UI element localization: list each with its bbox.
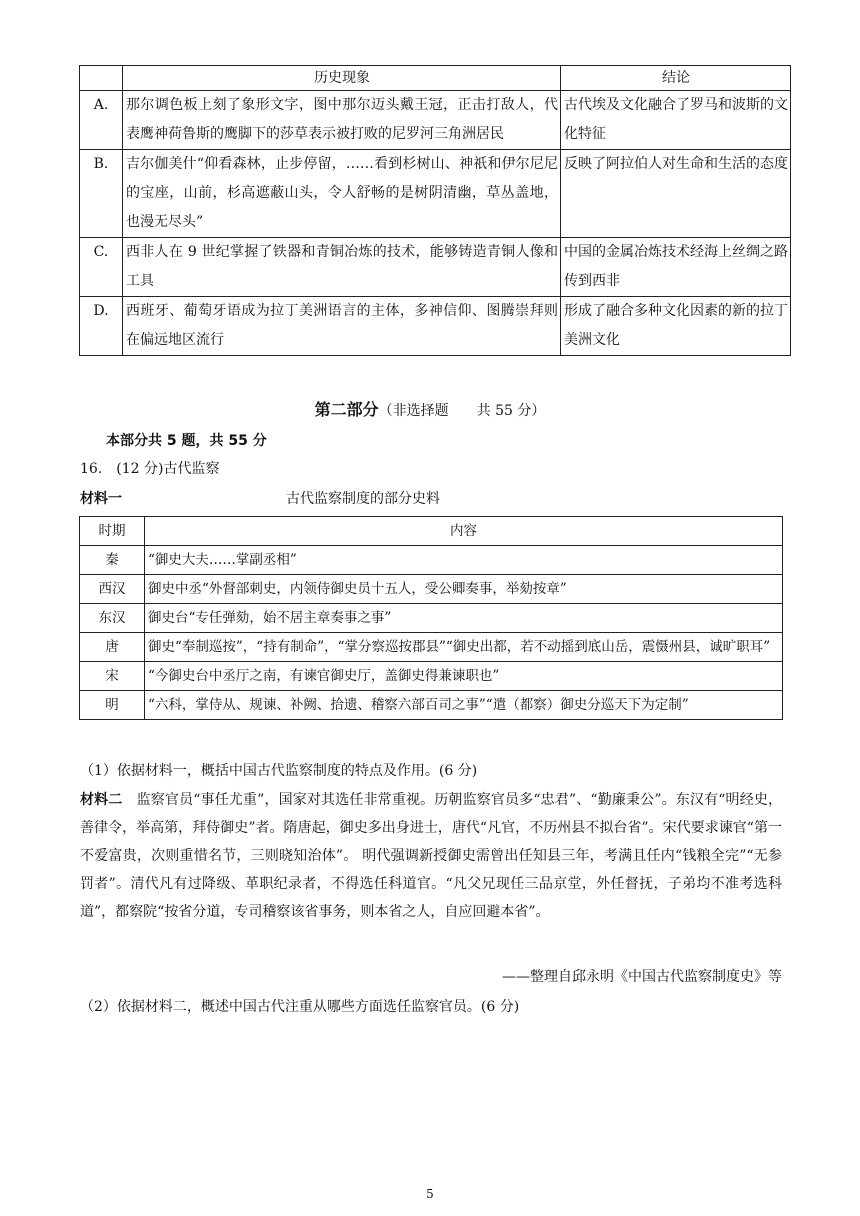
material-two-paragraph <box>80 786 782 926</box>
question-header: 16. (12 分)古代监察 <box>80 461 220 477</box>
period-cell: 东汉 <box>80 604 145 633</box>
table-row <box>80 297 791 356</box>
material-two-label: 材料二 <box>80 792 123 808</box>
table-row <box>80 662 783 691</box>
content-cell: “六科，掌侍从、规谏、补阙、拾遗、稽察六部百司之事”“遣（都察）御史分巡天下为定制” <box>145 691 783 720</box>
material-two-source: ——整理自邱永明《中国古代监察制度史》等 <box>502 969 782 985</box>
conclusion-cell: 中国的金属冶炼技术经海上丝绸之路传到西非 <box>561 238 791 297</box>
column-header-content: 内容 <box>145 517 783 546</box>
content-cell: 御史台“专任弹劾，始不居主章奏事之事” <box>145 604 783 633</box>
table-row <box>80 238 791 297</box>
period-cell: 明 <box>80 691 145 720</box>
material-one-caption: 古代监察制度的部分史料 <box>286 491 440 507</box>
options-table <box>79 65 791 356</box>
phenomenon-cell: 那尔调色板上刻了象形文字，图中那尔迈头戴王冠，正击打敌人，代表鹰神荷鲁斯的鹰脚下的莎草表示被打败的尼罗河三角洲居民 <box>123 91 561 150</box>
section-title: 第二部分 <box>314 400 379 419</box>
options-table-header <box>80 66 791 91</box>
phenomenon-cell: 西非人在 9 世纪掌握了铁器和青铜冶炼的技术，能够铸造青铜人像和工具 <box>123 238 561 297</box>
table-row <box>80 633 783 662</box>
table-row <box>80 575 783 604</box>
table-row <box>80 150 791 238</box>
content-cell: “今御史台中丞厅之南，有谏官御史厅，盖御史得兼谏职也” <box>145 662 783 691</box>
period-cell: 宋 <box>80 662 145 691</box>
phenomenon-cell: 西班牙、葡萄牙语成为拉丁美洲语言的主体，多神信仰、图腾崇拜则在偏远地区流行 <box>123 297 561 356</box>
content-cell: “御史大夫……掌副丞相” <box>145 546 783 575</box>
period-cell: 西汉 <box>80 575 145 604</box>
page-number: 5 <box>426 1187 434 1201</box>
sub-question-one: （1）依据材料一，概括中国古代监察制度的特点及作用。(6 分) <box>80 763 478 779</box>
conclusion-cell: 古代埃及文化融合了罗马和波斯的文化特征 <box>561 91 791 150</box>
conclusion-cell: 反映了阿拉伯人对生命和生活的态度 <box>561 150 791 238</box>
column-header-phenomenon: 历史现象 <box>123 66 561 91</box>
option-label: C. <box>80 238 123 297</box>
option-label: B. <box>80 150 123 238</box>
table-row <box>80 691 783 720</box>
supervision-table <box>79 516 783 720</box>
sub-question-two: （2）依据材料二，概述中国古代注重从哪些方面选任监察官员。(6 分) <box>80 999 520 1015</box>
content-cell: 御史中丞“外督部刺史，内领侍御史员十五人，受公卿奏事，举劾按章” <box>145 575 783 604</box>
column-header-conclusion: 结论 <box>561 66 791 91</box>
material-one-label: 材料一 <box>80 491 122 507</box>
option-label: D. <box>80 297 123 356</box>
section-heading <box>0 397 860 420</box>
section-subtitle: （非选择题 共 55 分） <box>378 403 546 419</box>
table-row <box>80 91 791 150</box>
table-row <box>80 546 783 575</box>
table-row <box>80 604 783 633</box>
section-summary: 本部分共 5 题，共 55 分 <box>106 433 267 449</box>
option-label: A. <box>80 91 123 150</box>
column-header-period: 时期 <box>80 517 145 546</box>
period-cell: 唐 <box>80 633 145 662</box>
conclusion-cell: 形成了融合多种文化因素的新的拉丁美洲文化 <box>561 297 791 356</box>
column-header-option <box>80 66 123 91</box>
content-cell: 御史“奉制巡按”，“持有制命”，“掌分察巡按郡县”“御史出都，若不动摇到底山岳，震慑州县，诚旷职耳” <box>145 633 783 662</box>
supervision-table-header <box>80 517 783 546</box>
material-two-text: 监察官员“事任尤重”，国家对其选任非常重视。历朝监察官员多“忠君”、“勤廉秉公”。东汉有“明经史，善律令，举高第，拜侍御史”者。隋唐起，御史多出身进士，唐代“凡官，不历州县不拟台省”。宋代要求谏官“第一不爱富贵，次则重惜名节，三则晓知治体”。 明代强调新授御史需曾出任知县三年，考满且任内“钱粮全完”“无参罚者”。清代凡有过降级、革职纪录者，不得选任科道官。“凡父兄现任三品京堂，外任督抚，子弟均不准考选科道”，都察院“按省分道，专司稽察该省事务，则本省之人，自应回避本省”。 <box>80 792 783 920</box>
phenomenon-cell: 吉尔伽美什“仰看森林，止步停留，……看到杉树山、神祇和伊尔尼尼的宝座，山前，杉高遮蔽山头，令人舒畅的是树阴清幽，草丛盖地，也漫无尽头” <box>123 150 561 238</box>
period-cell: 秦 <box>80 546 145 575</box>
